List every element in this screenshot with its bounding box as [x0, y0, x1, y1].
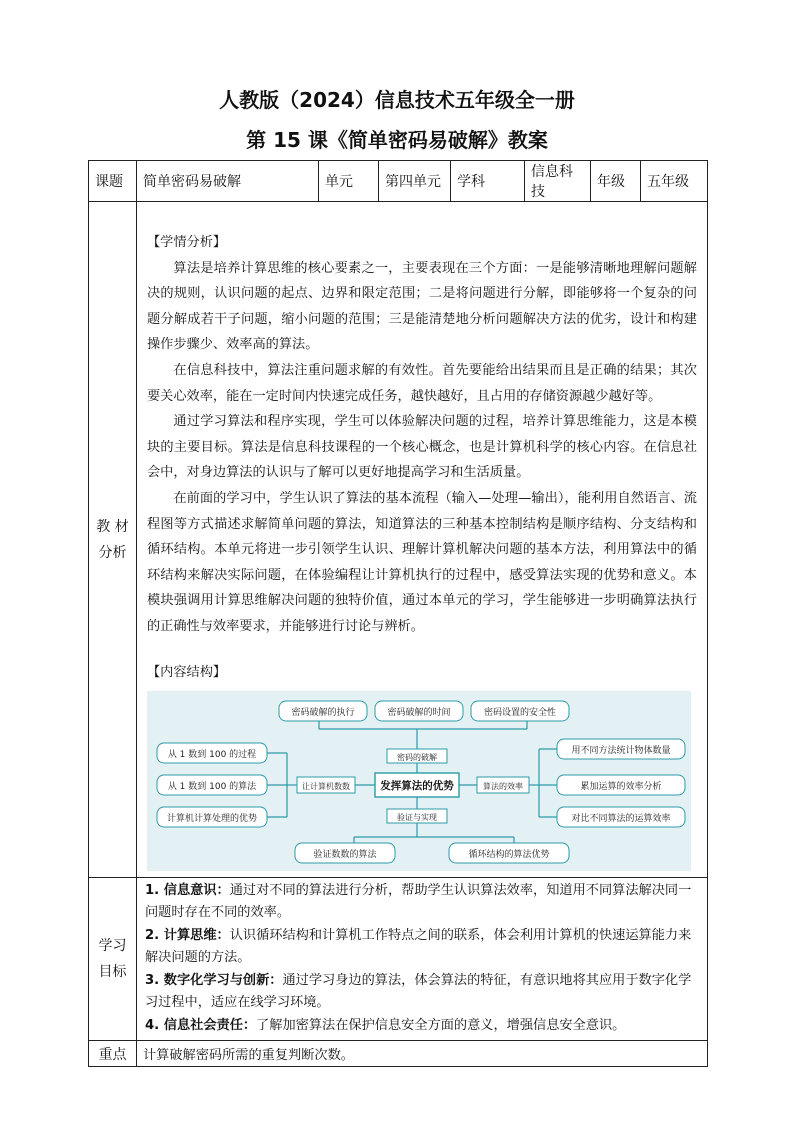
- goal-item: [145, 970, 699, 1014]
- diagram-center-topic: 发挥算法的优势: [380, 780, 454, 793]
- key-point-text: 计算破解密码所需的重复判断次数。: [137, 1041, 708, 1067]
- goal-text: 了解加密算法在保护信息安全方面的意义，增强信息安全意识。: [256, 1018, 626, 1034]
- diagram-left-item: 从 1 数到 100 的过程: [167, 750, 257, 761]
- key-point-label: 重点: [89, 1041, 137, 1067]
- diagram-top-item: 密码设置的安全性: [483, 708, 557, 719]
- diagram-right-item: 用不同方法统计物体数量: [571, 746, 671, 757]
- goal-heading: 4. 信息社会责任：: [145, 1018, 257, 1034]
- subject-label: 学科: [451, 161, 525, 202]
- topic-label: 课题: [89, 161, 137, 202]
- lesson-title: 第 15 课《简单密码易破解》教案: [246, 128, 548, 152]
- unit-value: 第四单元: [379, 161, 451, 202]
- diagram-left-label: 让计算机数数: [302, 782, 350, 792]
- unit-label: 单元: [319, 161, 379, 202]
- analysis-content: [137, 202, 708, 878]
- lesson-plan-table: [88, 160, 708, 1067]
- goal-item: [145, 925, 699, 969]
- analysis-paragraph: 算法是培养计算思维的核心要素之一，主要表现在三个方面：一是能够清晰地理解问题解决的规则，认识问题的起点、边界和限定范围；二是将问题进行分解，即能够将一个复杂的问题分解成若干子问题，缩小问题的范围；三是能清楚地分析问题解决方法的优劣，设计和构建操作步骤少、效率高的算法。: [147, 260, 697, 353]
- analysis-label: 教 材 分析: [89, 202, 137, 878]
- analysis-paragraph: 在信息科技中，算法注重问题求解的有效性。首先要能给出结果而且是正确的结果；其次要关心效率，能在一定时间内快速完成任务，越快越好，且占用的存储资源越少越好等。: [147, 362, 697, 404]
- diagram-left-item: 从 1 数到 100 的算法: [167, 782, 257, 793]
- goals-content: [137, 878, 708, 1041]
- header-row: [89, 161, 708, 202]
- diagram-top-item: 密码破解的执行: [291, 708, 355, 719]
- diagram-right-item: 对比不同算法的运算效率: [571, 814, 671, 825]
- goal-heading: 3. 数字化学习与创新：: [145, 973, 283, 989]
- diagram-right-item: 累加运算的效率分析: [580, 782, 662, 793]
- diagram-bottom-item: 验证数数的算法: [313, 850, 377, 861]
- diagram-right-label: 算法的效率: [483, 782, 523, 792]
- analysis-paragraph: 在前面的学习中，学生认识了算法的基本流程（输入—处理—输出），能利用自然语言、流程图等方式描述求解简单问题的算法，知道算法的三种基本控制结构是顺序结构、分支结构和循环结构。本单元将进一步引领学生认识、理解计算机解决问题的基本方法，利用算法中的循环结构来解决实际问题，在体验编程让计算机执行的过程中，感受算法实现的优势和意义。本模块强调用计算思维解决问题的独特价值，通过本单元的学习，学生能够进一步明确算法执行的正确性与效率要求，并能够进行讨论与辨析。: [147, 490, 697, 634]
- goal-heading: 1. 信息意识：: [145, 883, 230, 899]
- subject-value: 信息科技: [525, 161, 591, 202]
- section-heading-content-structure: 【内容结构】: [147, 664, 227, 680]
- goal-text: 认识循环结构和计算机工作特点之间的联系，体会利用计算机的快速运算能力来解决问题的方法。: [145, 928, 692, 966]
- diagram-bottom-label: 验证与实现: [397, 813, 437, 823]
- analysis-paragraph: 通过学习算法和程序实现，学生可以体验解决问题的过程，培养计算思维能力，这是本模块的主要目标。算法是信息科技课程的一个核心概念，也是计算机科学的核心内容。在信息社会中，对身边算法的认识与了解可以更好地提高学习和生活质量。: [147, 414, 697, 481]
- grade-value: 五年级: [641, 161, 708, 202]
- analysis-row: [89, 202, 708, 878]
- goal-item: [145, 1015, 699, 1037]
- goal-text: 通过对不同的算法进行分析，帮助学生认识算法效率，知道用不同算法解决同一问题时存在不同的效率。: [145, 883, 692, 921]
- section-heading-learner-analysis: 【学情分析】: [147, 235, 227, 250]
- diagram-left-items: [157, 743, 267, 827]
- grade-label: 年级: [591, 161, 641, 202]
- goals-row: [89, 878, 708, 1041]
- goal-text: 通过学习身边的算法，体会算法的特征，有意识地将其应用于数字化学习过程中，适应在线学习环境。: [145, 973, 692, 1011]
- goal-heading: 2. 计算思维：: [145, 928, 230, 944]
- topic-value: 简单密码易破解: [137, 161, 319, 202]
- diagram-left-item: 计算机计算处理的优势: [166, 814, 258, 825]
- diagram-bottom-item: 循环结构的算法优势: [468, 850, 550, 861]
- content-structure-diagram: [147, 691, 691, 871]
- diagram-top-item: 密码破解的时间: [387, 708, 451, 719]
- diagram-right-items: [557, 739, 685, 827]
- key-point-row: [89, 1041, 708, 1067]
- goals-label: 学习 目标: [89, 878, 137, 1041]
- diagram-top-label: 密码的破解: [397, 753, 437, 763]
- diagram-top-items: [279, 701, 569, 721]
- goal-item: [145, 880, 699, 924]
- document-title: 人教版（2024）信息技术五年级全一册: [219, 88, 575, 112]
